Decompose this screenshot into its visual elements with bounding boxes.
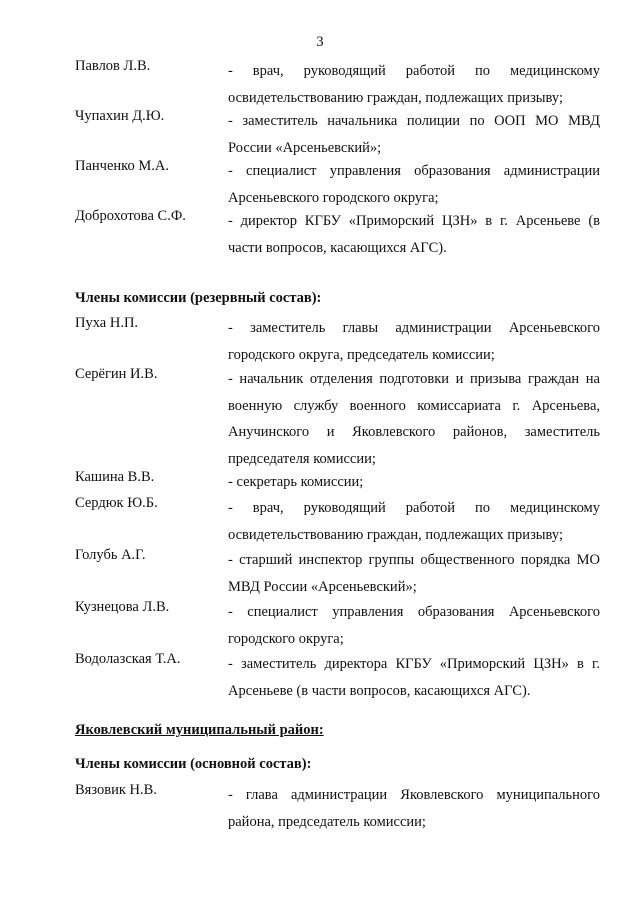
member-role: - врач, руководящий работой по медицинскому освидетельствованию граждан, подлежащих призыву; [228, 500, 600, 543]
member-name: Пуха Н.П. [75, 315, 139, 331]
member-name: Голубь А.Г. [75, 547, 146, 563]
member-role: - врач, руководящий работой по медицинскому освидетельствованию граждан, подлежащих призыву; [228, 63, 600, 106]
member-role: - директор КГБУ «Приморский ЦЗН» в г. Арсеньеве (в части вопросов, касающихся АГС). [228, 213, 600, 256]
member-role: - начальник отделения подготовки и призыва граждан на военную службу военного комиссариата г. Арсеньева, Анучинского и Яковлевского районов, заместитель председателя комиссии; [228, 371, 600, 467]
member-role: - заместитель главы администрации Арсеньевского городского округа, председатель комиссии; [228, 320, 600, 363]
member-name: Серёгин И.В. [75, 366, 158, 382]
member-name: Кузнецова Л.В. [75, 599, 170, 615]
member-role: - заместитель начальника полиции по ООП МО МВД России «Арсеньевский»; [228, 113, 600, 156]
member-role: - заместитель директора КГБУ «Приморский ЦЗН» в г. Арсеньеве (в части вопросов, касающихся АГС). [228, 656, 600, 699]
page-number: 3 [316, 34, 324, 50]
member-name: Сердюк Ю.Б. [75, 495, 158, 511]
member-role: - глава администрации Яковлевского муниципального района, председатель комиссии; [228, 787, 600, 830]
member-name: Чупахин Д.Ю. [75, 108, 165, 124]
reserve-members-heading: Члены комиссии (резервный состав): [75, 290, 322, 306]
district-heading: Яковлевский муниципальный район: [75, 722, 324, 738]
member-role: - секретарь комиссии; [228, 474, 364, 490]
member-name: Кашина В.В. [75, 469, 155, 485]
member-name: Водолазская Т.А. [75, 651, 181, 667]
member-role: - специалист управления образования администрации Арсеньевского городского округа; [228, 163, 600, 206]
member-name: Вязовик Н.В. [75, 782, 157, 798]
member-name: Павлов Л.В. [75, 58, 151, 74]
member-name: Панченко М.А. [75, 158, 169, 174]
member-role: - специалист управления образования Арсеньевского городского округа; [228, 604, 600, 647]
member-role: - старший инспектор группы общественного порядка МО МВД России «Арсеньевский»; [228, 552, 600, 595]
member-name: Доброхотова С.Ф. [75, 208, 186, 224]
main-members-heading: Члены комиссии (основной состав): [75, 756, 312, 772]
